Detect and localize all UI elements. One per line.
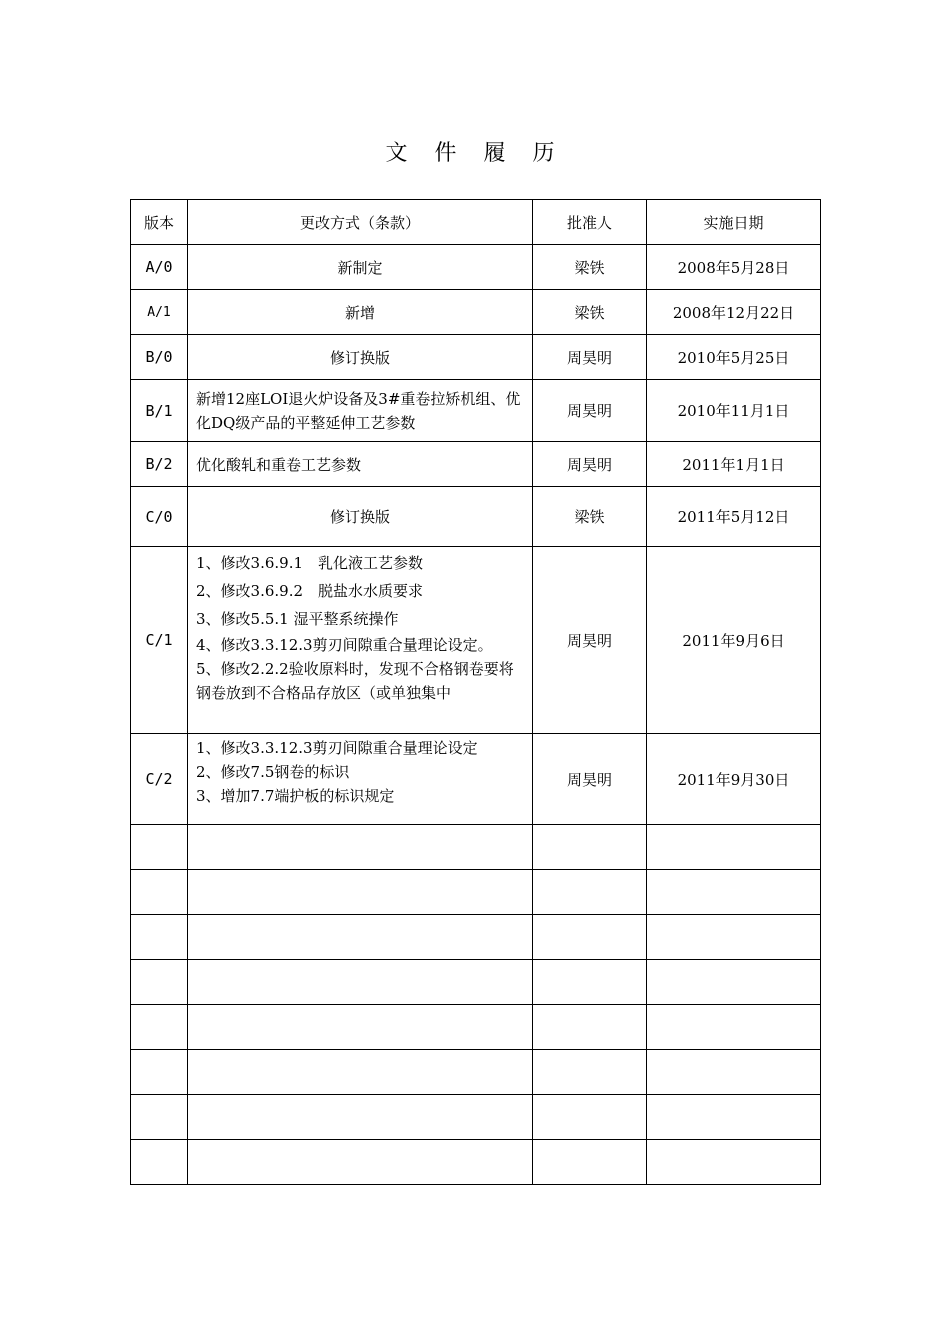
change-line: 1、修改3.6.9.1 乳化液工艺参数 <box>196 554 424 572</box>
cell-date: 2010年11月1日 <box>647 380 821 442</box>
cell-date: 2010年5月25日 <box>647 335 821 380</box>
table-row <box>131 734 821 825</box>
empty-row <box>131 870 821 915</box>
cell-approver: 梁铁 <box>533 290 647 335</box>
cell-approver: 周昊明 <box>533 380 647 442</box>
cell-version: B/0 <box>131 335 188 380</box>
change-line: 3、修改5.5.1 湿平整系统操作 <box>196 610 399 628</box>
change-line: 5、修改2.2.2验收原料时，发现不合格钢卷要将钢卷放到不合格品存放区（或单独集中 <box>196 660 514 702</box>
header-version: 版本 <box>131 200 188 245</box>
cell-change <box>188 547 533 734</box>
empty-row <box>131 960 821 1005</box>
table-row <box>131 380 821 442</box>
cell-date: 2008年12月22日 <box>647 290 821 335</box>
cell-approver: 周昊明 <box>533 335 647 380</box>
change-line: 3、增加7.7端护板的标识规定 <box>196 787 395 805</box>
cell-version: B/1 <box>131 380 188 442</box>
cell-date: 2008年5月28日 <box>647 245 821 290</box>
cell-approver: 周昊明 <box>533 734 647 825</box>
change-line: 4、修改3.3.12.3剪刃间隙重合量理论设定。 <box>196 636 493 654</box>
cell-version: A/1 <box>131 290 188 335</box>
cell-version: C/0 <box>131 487 188 547</box>
table-row <box>131 487 821 547</box>
cell-change: 优化酸轧和重卷工艺参数 <box>188 442 533 487</box>
table-row <box>131 290 821 335</box>
cell-approver: 周昊明 <box>533 547 647 734</box>
empty-row <box>131 1140 821 1185</box>
revision-history-table <box>130 199 821 1185</box>
cell-date: 2011年5月12日 <box>647 487 821 547</box>
change-line: 2、修改3.6.9.2 脱盐水水质要求 <box>196 582 424 600</box>
cell-change: 新制定 <box>188 245 533 290</box>
empty-row <box>131 915 821 960</box>
change-line: 1、修改3.3.12.3剪刃间隙重合量理论设定 <box>196 739 478 757</box>
table-row <box>131 335 821 380</box>
cell-date: 2011年9月30日 <box>647 734 821 825</box>
document-title: 文 件 履 历 <box>385 141 565 166</box>
cell-change: 新增 <box>188 290 533 335</box>
table-row <box>131 547 821 734</box>
table-row <box>131 245 821 290</box>
table-row <box>131 442 821 487</box>
cell-version: C/2 <box>131 734 188 825</box>
cell-approver: 梁铁 <box>533 245 647 290</box>
empty-row <box>131 1005 821 1050</box>
cell-version: C/1 <box>131 547 188 734</box>
cell-date: 2011年9月6日 <box>647 547 821 734</box>
cell-change: 新增12座LOI退火炉设备及3#重卷拉矫机组、优化DQ级产品的平整延伸工艺参数 <box>188 380 533 442</box>
empty-row <box>131 1050 821 1095</box>
cell-approver: 周昊明 <box>533 442 647 487</box>
change-line: 2、修改7.5钢卷的标识 <box>196 763 350 781</box>
cell-version: A/0 <box>131 245 188 290</box>
cell-change: 修订换版 <box>188 487 533 547</box>
header-approver: 批准人 <box>533 200 647 245</box>
cell-date: 2011年1月1日 <box>647 442 821 487</box>
empty-row <box>131 825 821 870</box>
table-header-row <box>131 200 821 245</box>
header-change: 更改方式（条款） <box>188 200 533 245</box>
cell-version: B/2 <box>131 442 188 487</box>
cell-approver: 梁铁 <box>533 487 647 547</box>
cell-change: 修订换版 <box>188 335 533 380</box>
header-date: 实施日期 <box>647 200 821 245</box>
empty-row <box>131 1095 821 1140</box>
cell-change <box>188 734 533 825</box>
